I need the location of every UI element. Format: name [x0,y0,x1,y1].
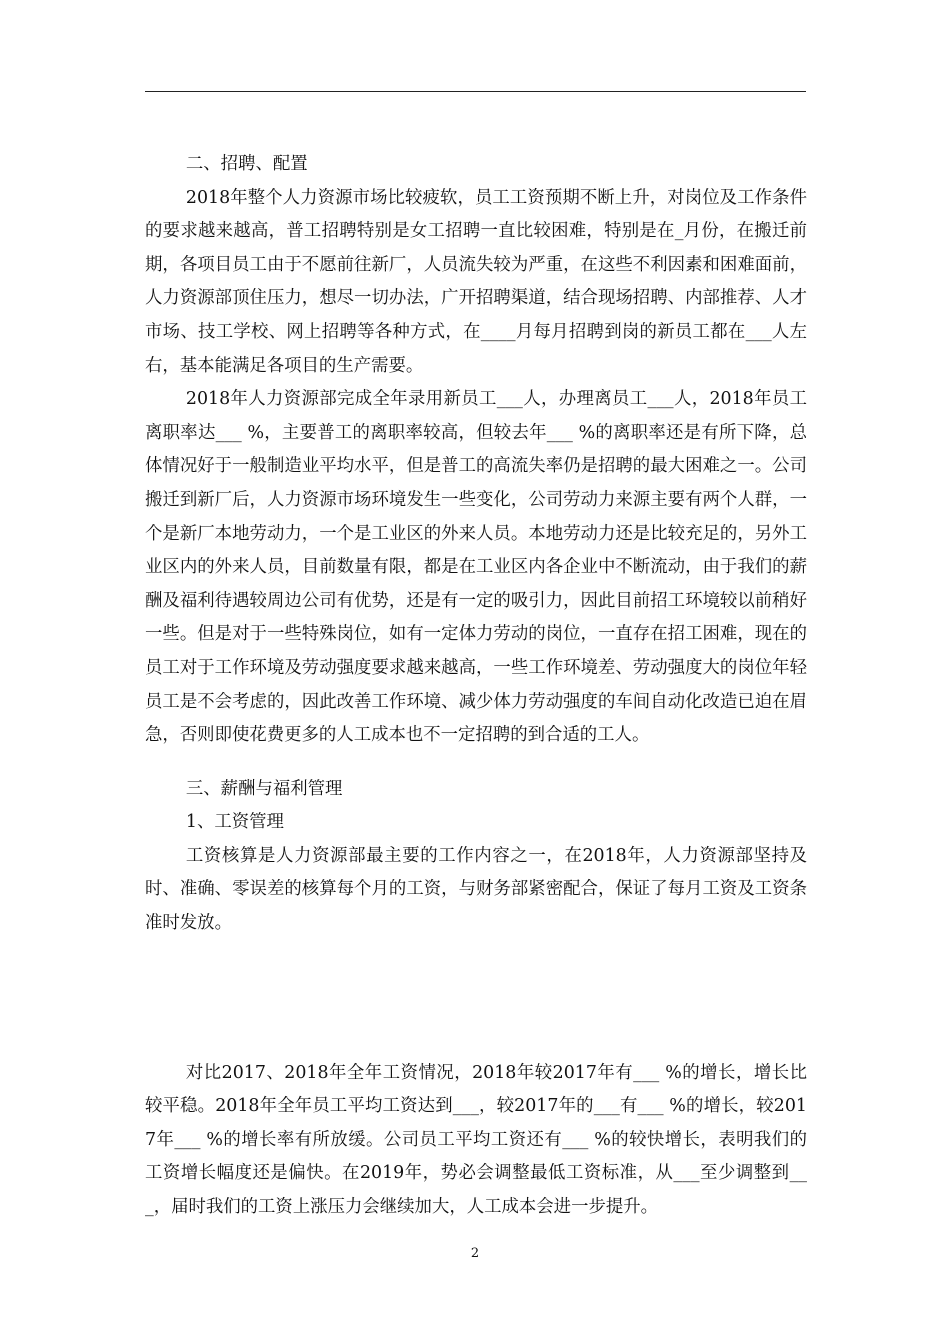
section-heading-compensation: 三、薪酬与福利管理 [185,778,343,799]
paragraph-turnover: 2018年人力资源部完成全年录用新员工___人，办理离员工___人，2018年员工离职率达___ %，主要普工的离职率较高，但较去年___ %的离职率还是有所下降，总体情况好于一般制造业平均水平，但是普工的高流失率仍是招聘的最大困难之一。公司搬迁到新厂后，人力资源市场环境发生一些变化，公司劳动力来源主要有两个人群，一个是新厂本地劳动力，一个是工业区的外来人员。本地劳动力还是比较充足的，另外工业区内的外来人员，目前数量有限，都是在工业区内各企业中不断流动，由于我们的薪酬及福利待遇较周边公司有优势，还是有一定的吸引力，因此目前招工环境较以前稍好一些。但是对于一些特殊岗位，如有一定体力劳动的岗位，一直存在招工困难，现在的员工对于工作环境及劳动强度要求越来越高，一些工作环境差、劳动强度大的岗位年轻员工是不会考虑的，因此改善工作环境、减少体力劳动强度的车间自动化改造已迫在眉急，否则即使花费更多的人工成本也不一定招聘的到合适的工人。 [145,389,807,746]
subsection-heading-payroll: 1、工资管理 [185,812,284,833]
header-rule [145,91,806,92]
paragraph-payroll: 工资核算是人力资源部最主要的工作内容之一，在2018年，人力资源部坚持及时、准确、零误差的核算每个月的工资，与财务部紧密配合，保证了每月工资及工资条准时发放。 [145,845,807,934]
paragraph-recruitment-market: 2018年整个人力资源市场比较疲软，员工工资预期不断上升，对岗位及工作条件的要求越来越高，普工招聘特别是女工招聘一直比较困难，特别是在_月份，在搬迁前期，各项目员工由于不愿前往新厂，人员流失较为严重，在这些不利因素和困难面前，人力资源部顶住压力，想尽一切办法，广开招聘渠道，结合现场招聘、内部推荐、人才市场、技工学校、网上招聘等各种方式，在____月每月招聘到岗的新员工都在___人左右，基本能满足各项目的生产需要。 [145,187,807,376]
paragraph-wage-comparison: 对比2017、2018年全年工资情况，2018年较2017年有___ %的增长，增长比较平稳。2018年全年员工平均工资达到___，较2017年的___有___ %的增长，较2017年___ %的增长率有所放缓。公司员工平均工资还有___ %的较快增长，表明我们的工资增长幅度还是偏快。在2019年，势必会调整最低工资标准，从___至少调整到___，届时我们的工资上涨压力会继续加大，人工成本会进一步提升。 [145,1062,807,1218]
page-number: 2 [470,1246,480,1261]
section-heading-recruitment: 二、招聘、配置 [185,154,308,174]
document-body [145,148,807,1225]
